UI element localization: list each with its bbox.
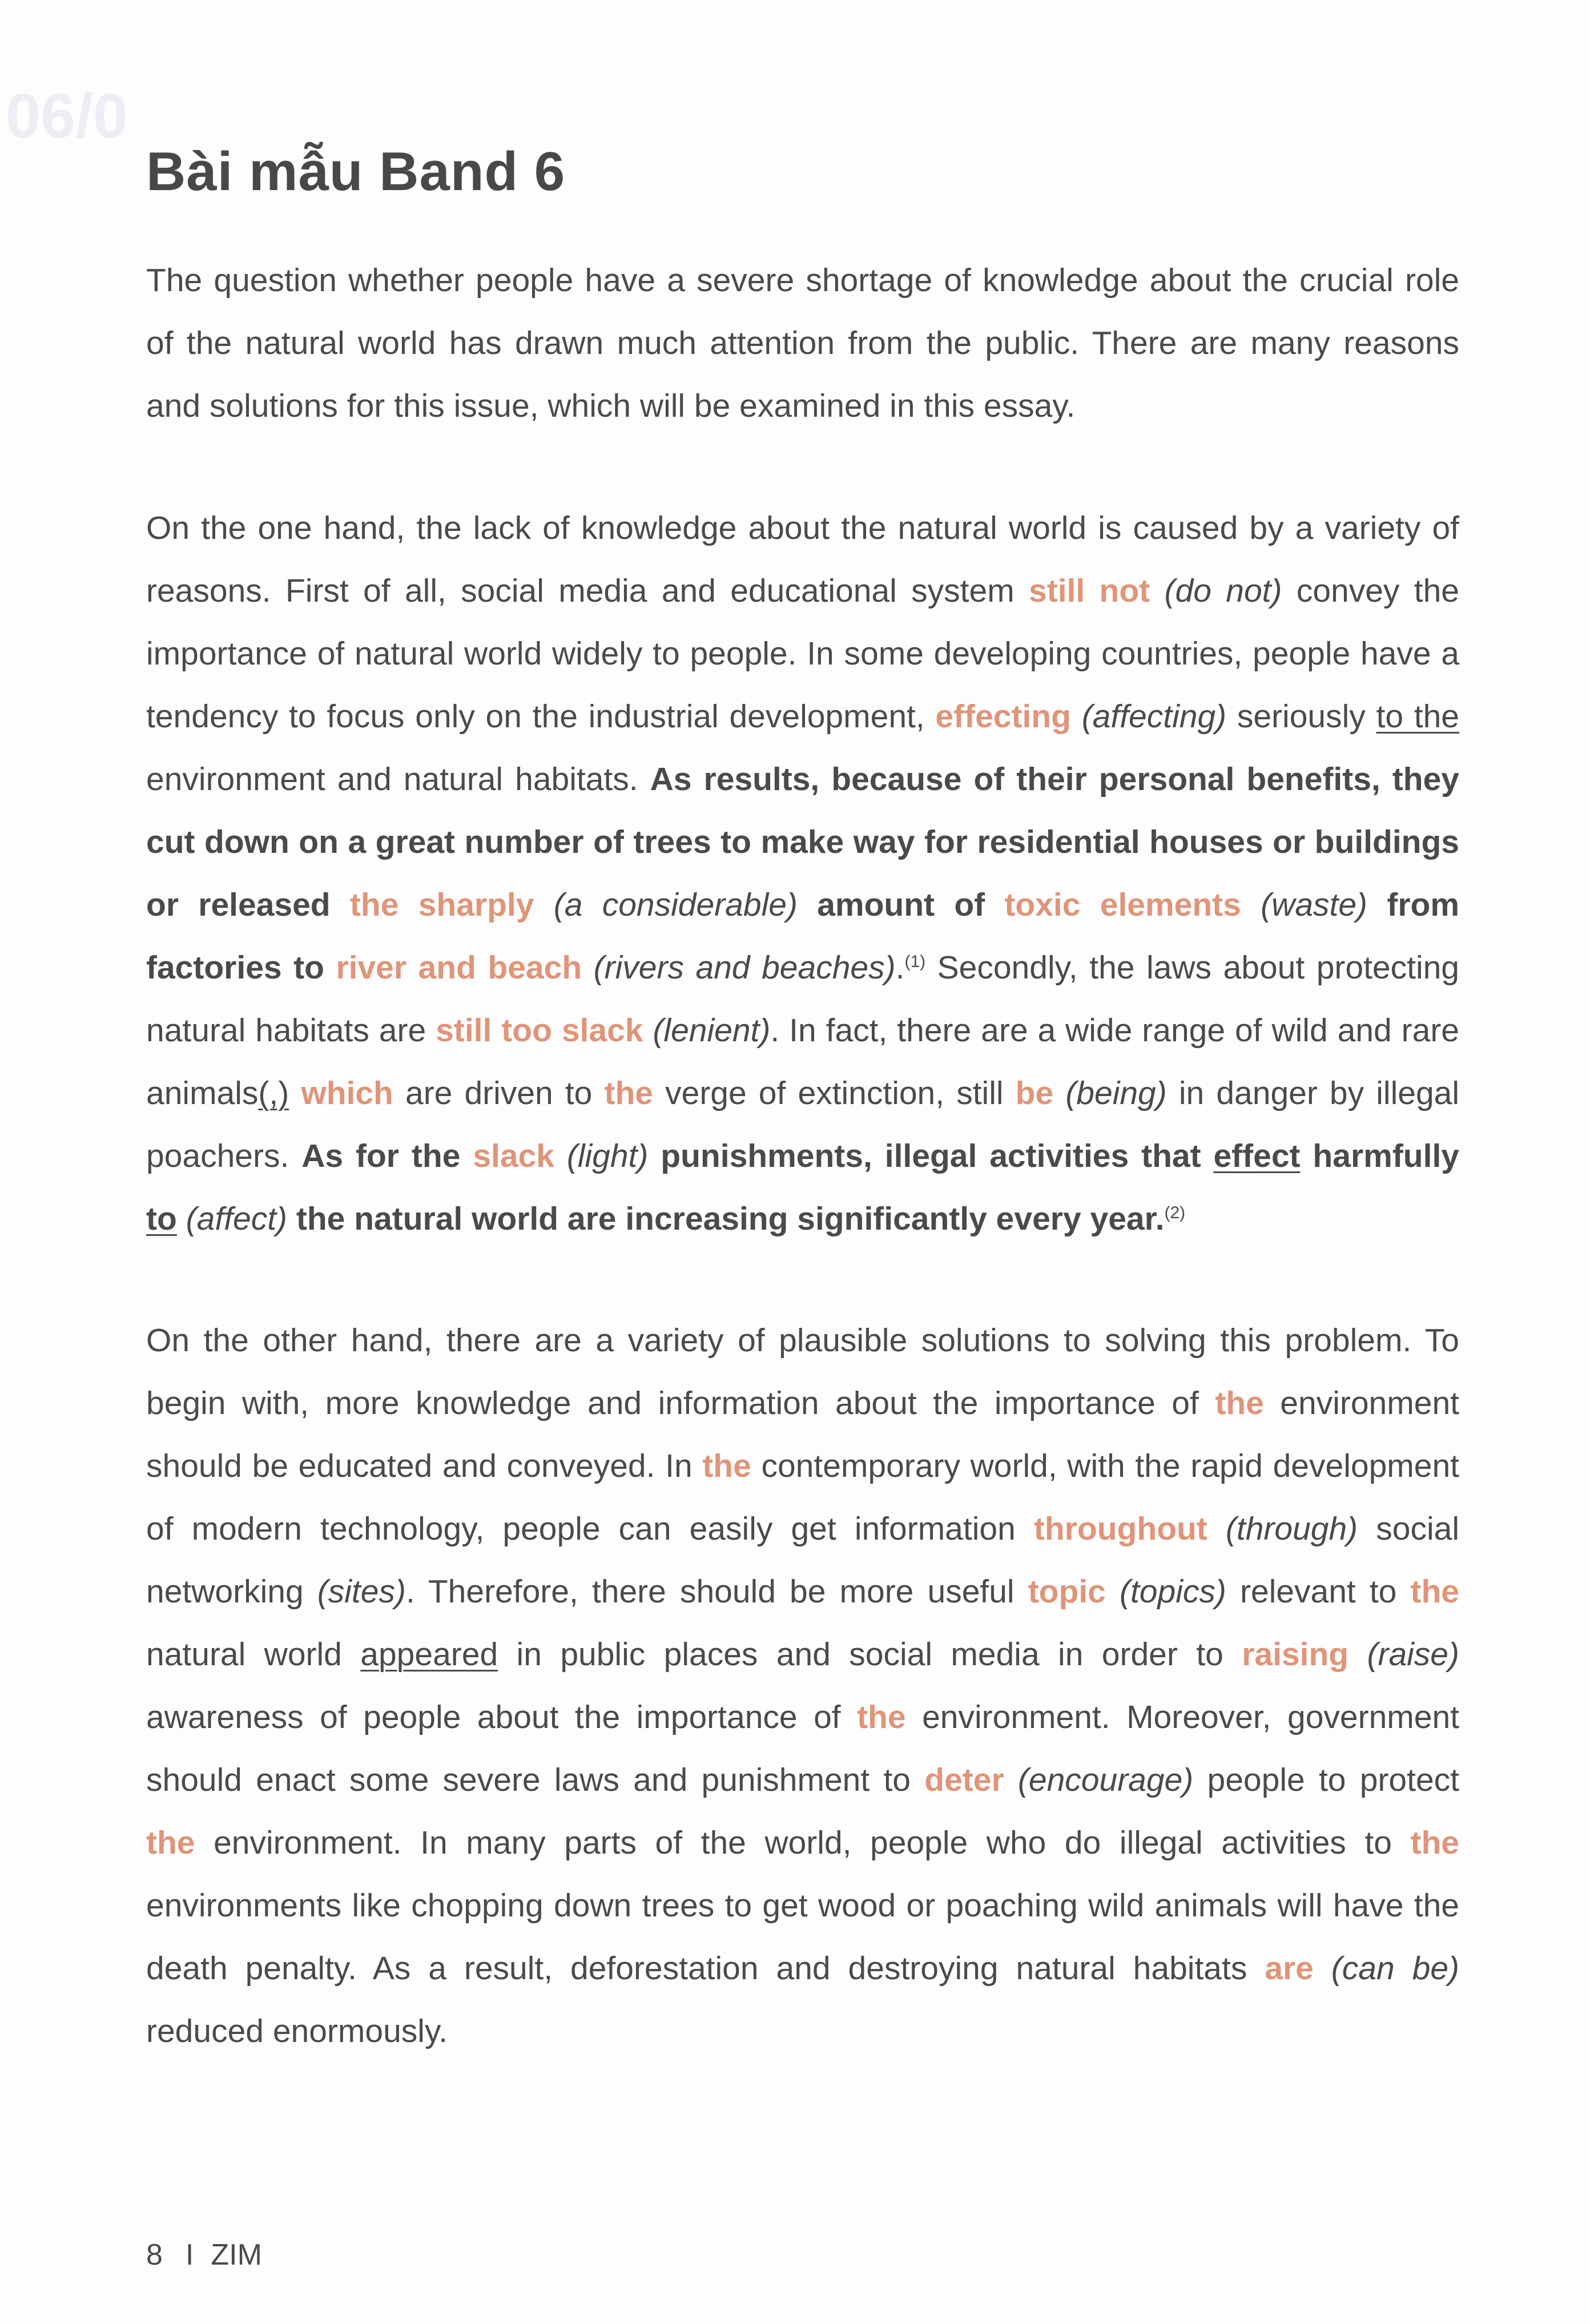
correction: (topics): [1119, 1573, 1226, 1610]
footnote-marker: (1): [904, 952, 926, 971]
page-title: Bài mẫu Band 6: [146, 141, 566, 202]
text-run: awareness of people about the importance of: [146, 1699, 858, 1735]
page-footer: [146, 2238, 262, 2272]
text-run: On the other hand, there are a variety of plausible solutions to solving this problem. To begin with, more knowledge and information about the importance of: [146, 1322, 1459, 1421]
page-number: 8: [146, 2238, 163, 2271]
error-highlight: topic: [1028, 1573, 1106, 1610]
correction: (affecting): [1081, 698, 1227, 735]
correction: (lenient): [653, 1012, 771, 1049]
error-highlight: throughout: [1033, 1511, 1207, 1547]
correction: (encourage): [1017, 1762, 1194, 1798]
text-run: are driven to: [393, 1075, 605, 1111]
body-paragraph-2: [146, 1309, 1459, 2063]
text-run: the natural world are increasing significantly every year.: [287, 1201, 1165, 1237]
text-run: reduced enormously.: [146, 2013, 448, 2049]
text-run: amount of: [797, 887, 1005, 923]
underlined-error: appeared: [360, 1636, 498, 1673]
correction: (can be): [1331, 1950, 1459, 1987]
text-run: As for the: [301, 1138, 473, 1174]
text-run: environment and natural habitats.: [146, 761, 650, 798]
text-run: On the one hand, the lack of knowledge about the natural world is caused by a variety of reasons. First of all, social media and educational system: [146, 510, 1459, 609]
correction: (raise): [1367, 1636, 1459, 1673]
error-highlight: toxic elements: [1004, 887, 1241, 923]
error-highlight: the sharply: [349, 887, 534, 923]
correction: (a considerable): [553, 887, 798, 923]
error-highlight: slack: [473, 1138, 554, 1174]
text-run: in danger by illegal poachers.: [146, 1075, 1460, 1174]
text-run: punishments, illegal activities that: [648, 1138, 1214, 1174]
text-run: . In fact, there are a wide range of wild and rare animals: [146, 1012, 1460, 1111]
error-highlight: the: [1410, 1824, 1459, 1861]
text-run: from factories to: [146, 887, 1459, 986]
text-run: harmfully: [1300, 1138, 1459, 1174]
error-highlight: the: [1410, 1573, 1459, 1610]
error-highlight: still too slack: [436, 1012, 643, 1049]
error-highlight: the: [857, 1699, 906, 1735]
text-run: environment. Moreover, government should enact some severe laws and punishment to: [146, 1699, 1459, 1798]
text-run: environment. In many parts of the world, people who do illegal activities to: [195, 1824, 1411, 1861]
text-run: relevant to: [1226, 1573, 1411, 1610]
correction: (rivers and beaches): [593, 949, 896, 986]
underlined-error: to: [146, 1201, 177, 1237]
error-highlight: raising: [1242, 1636, 1349, 1673]
bold-sentence: [146, 1138, 1459, 1237]
error-highlight: deter: [924, 1762, 1004, 1798]
text-run: Secondly, the laws about protecting natural habitats are: [146, 949, 1460, 1049]
footer-separator: I: [185, 2238, 194, 2271]
correction: (light): [566, 1138, 649, 1174]
text-run: convey the importance of natural world widely to people. In some developing countries, people have a tendency to focus only on the industrial development,: [146, 573, 1459, 735]
footnote-marker: (2): [1164, 1203, 1186, 1222]
correction: (through): [1225, 1511, 1358, 1547]
underlined-error: effect: [1213, 1138, 1301, 1174]
footer-brand: ZIM: [211, 2238, 262, 2271]
error-highlight: be: [1015, 1075, 1054, 1111]
error-highlight: the: [702, 1448, 751, 1484]
correction: (sites): [317, 1573, 406, 1610]
text-run: contemporary world, with the rapid development of modern technology, people can easily get information: [146, 1448, 1459, 1547]
error-highlight: the: [1215, 1385, 1264, 1421]
correction: (being): [1065, 1075, 1167, 1111]
error-highlight: the: [146, 1824, 195, 1861]
text-run: environments like chopping down trees to get wood or poaching wild animals will have the death penalty. As a result, deforestation and destroying natural habitats: [146, 1887, 1459, 1987]
error-highlight: still not: [1029, 573, 1150, 609]
correction: (do not): [1164, 573, 1282, 609]
correction: (affect): [186, 1201, 288, 1237]
text-run: environment should be educated and conveyed. In: [146, 1385, 1459, 1484]
error-highlight: are: [1265, 1950, 1314, 1987]
error-highlight: effecting: [935, 698, 1071, 735]
intro-paragraph: The question whether people have a severe shortage of knowledge about the crucial role of the natural world has drawn much attention from the public. There are many reasons and solutions for this issue, which will be examined in this essay.: [146, 262, 1459, 424]
text-run: in public places and social media in order to: [498, 1636, 1242, 1673]
text-run: As results, because of their personal benefits, they cut down on a great number of trees to make way for residential houses or buildings or released: [146, 761, 1459, 923]
body-paragraph-1: [146, 497, 1459, 1250]
text-run: natural world: [146, 1636, 361, 1673]
error-highlight: river and beach: [336, 949, 582, 986]
correction: (waste): [1261, 887, 1368, 923]
error-highlight: the: [604, 1075, 653, 1111]
text-run: people to protect: [1193, 1762, 1459, 1798]
text-run: social networking: [146, 1511, 1459, 1610]
text-run: . Therefore, there should be more useful: [405, 1573, 1028, 1610]
background-watermark: 06/0: [6, 81, 128, 151]
error-highlight: which: [301, 1075, 393, 1111]
text-run: seriously: [1226, 698, 1376, 735]
underlined-error: (,): [258, 1075, 289, 1111]
text-run: verge of extinction, still: [653, 1075, 1016, 1111]
text-run: .: [895, 949, 905, 986]
underlined-error: to the: [1376, 698, 1459, 735]
